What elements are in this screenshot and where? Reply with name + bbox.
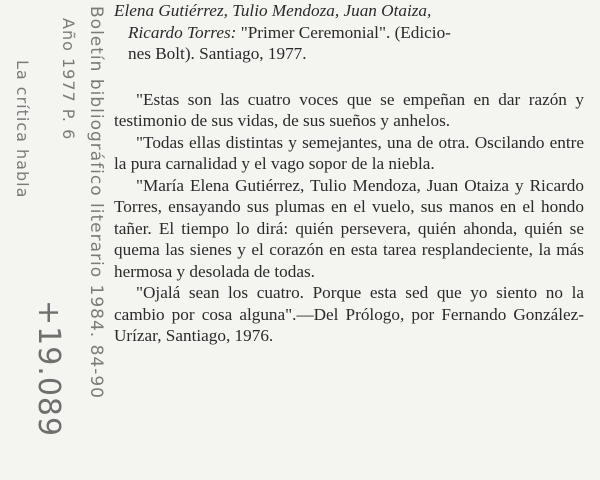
entry-publisher-cont: nes Bolt). Santiago, 1977.	[128, 44, 307, 63]
entry-authors-line1: Elena Gutiérrez, Tulio Mendoza, Juan Otaiza,	[114, 1, 432, 20]
entry-heading-line2	[114, 22, 584, 44]
review-paragraph: "Ojalá sean los cuatro. Porque esta sed que yo siento no la cambio por cosa alguna".—Del Prólogo, por Fernando González-Urízar, Santiago, 1976.	[114, 283, 584, 345]
review-paragraph: "Todas ellas distintas y semejantes, una de otra. Oscilando entre la pura carnalidad y el vago sopor de la niebla.	[114, 132, 584, 173]
entry-title-publisher: "Primer Ceremonial". (Edicio-	[236, 22, 451, 42]
handwritten-source-note: Boletín bibliográfico literario 1984. 84-90	[86, 6, 106, 399]
entry-authors-line2: Ricardo Torres:	[128, 22, 237, 42]
handwritten-year-note: Año 1977 P. 6	[59, 18, 78, 141]
review-column	[114, 0, 584, 347]
handwritten-section-note: La crítica habla	[13, 60, 32, 199]
handwritten-call-number: +19.089	[31, 300, 66, 438]
entry-heading	[114, 0, 584, 65]
review-paragraph: "Estas son las cuatro voces que se empeñan en dar razón y testimonio de sus vidas, de sus sueños y anhelos.	[114, 89, 584, 130]
review-paragraph: "María Elena Gutiérrez, Tulio Mendoza, Juan Otaiza y Ricardo Torres, ensayando sus plumas en el vuelo, sus manos en el hondo tañer. El tiempo lo dirá: quién persevera, quién ahonda, quién se quema las sienes y el corazón en esta tarea resplandeciente, la más hermosa y desolada de todas.	[114, 175, 584, 281]
